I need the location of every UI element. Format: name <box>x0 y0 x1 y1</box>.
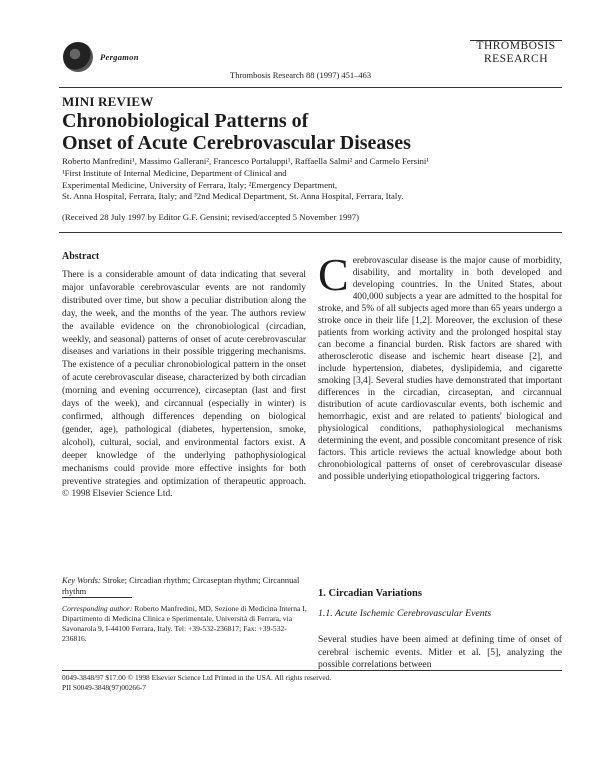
dropcap: C <box>318 249 349 300</box>
abstract-heading: Abstract <box>62 251 100 262</box>
authors-block <box>62 156 562 203</box>
citation: Thrombosis Research 88 (1997) 451–463 <box>230 70 372 80</box>
journal-name-line1: THROMBOSIS <box>476 40 556 52</box>
title-divider <box>59 232 562 233</box>
keywords <box>62 575 306 597</box>
footnote-rule <box>62 597 132 598</box>
received-dates: (Received 28 July 1997 by Editor G.F. Gensini; revised/accepted 5 November 1997) <box>62 212 360 222</box>
section-body <box>318 634 562 672</box>
journal-name-line2: RESEARCH <box>483 53 549 65</box>
section-label: MINI REVIEW <box>62 94 154 109</box>
affiliation-line: St. Anna Hospital, Ferrara, Italy; and ³2nd Medical Department, St. Anna Hospital, Ferrara, Italy. <box>62 191 404 202</box>
keywords-text: Stroke; Circadian rhythm; Circaseptan rhythm; Circannual rhythm <box>62 576 300 596</box>
article-title <box>62 110 482 154</box>
journal-name <box>476 40 556 66</box>
copyright-line: 0049-3848/97 $17.00 © 1998 Elsevier Science Ltd Printed in the USA. All rights reserved. <box>62 673 332 682</box>
correspondence-note <box>62 604 310 644</box>
title-line2: Onset of Acute Cerebrovascular Diseases <box>62 132 411 154</box>
publisher-name: Pergamon <box>100 52 139 62</box>
intro-body <box>318 249 562 483</box>
section-heading: 1. Circadian Variations <box>318 588 422 599</box>
copyright-footer <box>62 673 331 692</box>
keywords-label: Key Words: <box>62 576 101 585</box>
abstract-body <box>62 269 306 501</box>
affiliation-line: Experimental Medicine, University of Ferrara, Italy; ²Emergency Department, <box>62 179 338 190</box>
subsection-heading: 1.1. Acute Ischemic Cerebrovascular Events <box>318 608 492 619</box>
section-text: Several studies have been aimed at defining time of onset of cerebral ischemic events. Mitler et al. [5], analyzing the possible correlations between <box>318 634 562 671</box>
correspondence-text: Roberto Manfredini, MD, Sezione di Medicina Interna I, Dipartimento di Medicina Clinica e Sperimentale, Università di Ferrara, via Savonarola 9, I-44100 Ferrara, Italy. Tel: +39-532-236817; Fax: +39-532-236816. <box>62 604 307 643</box>
header-divider <box>59 87 562 88</box>
correspondence-label: Corresponding author: <box>62 604 133 613</box>
footer-divider <box>62 670 562 671</box>
intro-text: erebrovascular disease is the major cause of morbidity, disability, and mortality in both developed and developing countries. In the United States, about 400,000 subjects a year are admitted to the hospital for stroke, and 5% of all subjects aged more than 65 years undergo a stroke once in their life [1,2]. Moreover, the exclusion of these patients from working activity and the prolonged hospital stay can become a financial burden. Risk factors are shared with atherosclerotic disease and ischemic heart disease [2], and include hypertension, diabetes, dyslipidemia, and cigarette smoking [3,4]. Several studies have demonstrated that important differences in the circadian, circaseptan, and circannual distribution of acute cardiovascular events, both ischemic and hemorrhagic, exist and are related to patients' biological and physiological conditions, pathophysiological mechanisms determining the event, and possible concomitant presence of risk factors. This article reviews the actual knowledge about both chronobiological patterns of onset of cerebrovascular disease and possible underlying etiopathological triggering factors. <box>318 256 562 482</box>
authors-line: Roberto Manfredini¹, Massimo Gallerani², Francesco Portaluppi¹, Raffaella Salmi² and Carmelo Fersini¹ <box>62 156 430 166</box>
affiliation-line: ¹First Institute of Internal Medicine, Department of Clinical and <box>62 167 287 178</box>
abstract-text: There is a considerable amount of data indicating that several major unfavorable cerebrovascular events are not randomly distributed over time, but show a peculiar distribution along the day, the week, and the months of the year. The authors review the available evidence on the chronobiological (circadian, weekly, and seasonal) patterns of onset of acute cerebrovascular diseases and variations in their possible triggering mechanisms. The existence of a peculiar chronobiological pattern in the onset of acute cerebrovascular disease, characterized by both circadian (morning and evening occurrence), circaseptan (last and first days of the week), and circannual (especially in winter) is confirmed, although differences depending on biological (gender, age), pathological (diabetes, hypertension, smoke, alcohol), cultural, social, and environmental factors exist. A deeper knowledge of the underlying pathophysiological mechanisms could provide more effective insights for both preventive strategies and optimization of therapeutic approach. © 1998 Elsevier Science Ltd. <box>62 270 306 500</box>
pii-line: PII S0049-3848(97)00266-7 <box>62 682 146 692</box>
publisher-logo-icon <box>63 42 93 72</box>
title-line1: Chronobiological Patterns of <box>62 110 309 132</box>
